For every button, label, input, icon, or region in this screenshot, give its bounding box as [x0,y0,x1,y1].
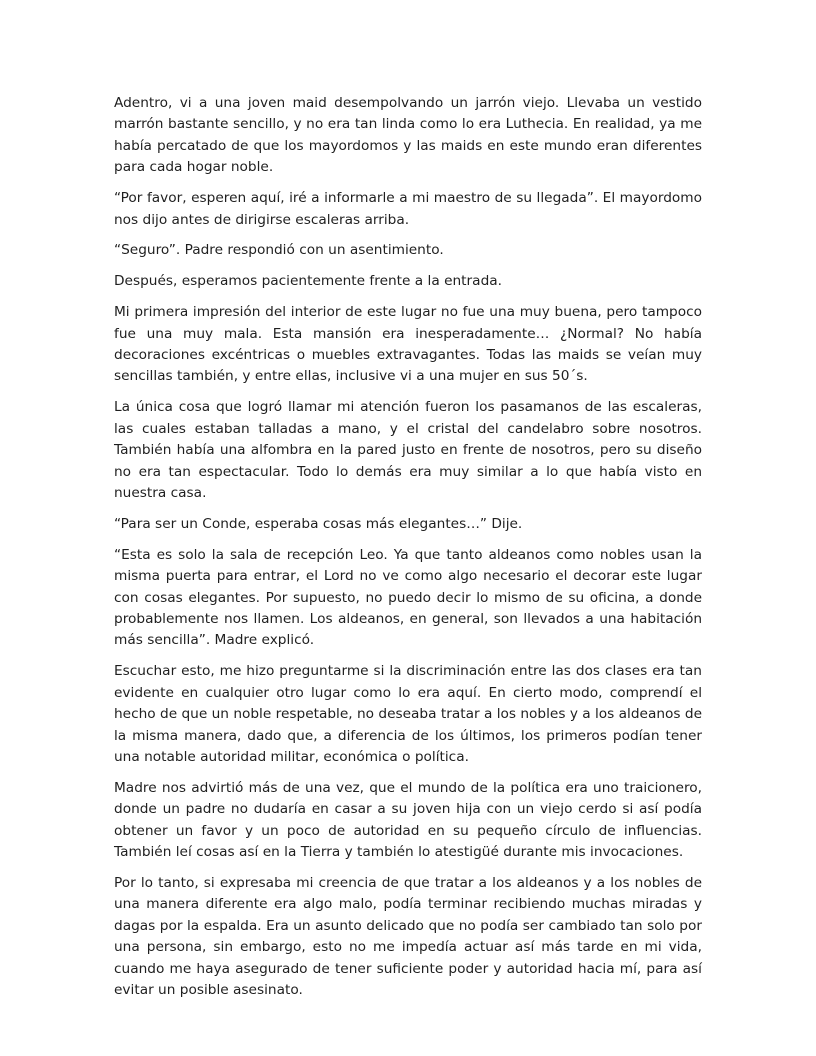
paragraph-8: “Esta es solo la sala de recepción Leo. Ya que tanto aldeanos como nobles usan la misma puerta para entrar, el Lord no ve como algo necesario el decorar este lugar con cosas elegantes. Por supuesto, no puedo decir lo mismo de su oficina, a donde probablemente nos llamen. Los aldeanos, en general, son llevados a una habitación más sencilla”. Madre explicó. [114,546,702,649]
paragraph-6: La única cosa que logró llamar mi atención fueron los pasamanos de las escaleras, las cuales estaban talladas a mano, y el cristal del candelabro sobre nosotros. También había una alfombra en la pared justo en frente de nosotros, pero su diseño no era tan espectacular. Todo lo demás era muy similar a lo que había visto en nuestra casa. [114,399,702,501]
paragraph-3: “Seguro”. Padre respondió con un asentimiento. [114,242,444,259]
document-page [114,93,702,1001]
paragraph-10: Madre nos advirtió más de una vez, que el mundo de la política era uno traicionero, donde un padre no dudaría en casar a su joven hija con un viejo cerdo si así podía obtener un favor y un poco de autoridad en su pequeño círculo de influencias. También leí cosas así en la Tierra y también lo atestigüé durante mis invocaciones. [114,779,702,861]
paragraph-2: “Por favor, esperen aquí, iré a informarle a mi maestro de su llegada”. El mayordomo nos dijo antes de dirigirse escaleras arriba. [114,190,702,228]
paragraph-11: Por lo tanto, si expresaba mi creencia de que tratar a los aldeanos y a los nobles de una manera diferente era algo malo, podía terminar recibiendo muchas miradas y dagas por la espalda. Era un asunto delicado que no podía ser cambiado tan solo por una persona, sin embargo, esto no me impedía actuar así más tarde en mi vida, cuando me haya asegurado de tener suficiente poder y autoridad hacia mí, para así evitar un posible asesinato. [114,875,702,999]
paragraph-4: Después, esperamos pacientemente frente a la entrada. [114,273,502,290]
paragraph-7: “Para ser un Conde, esperaba cosas más elegantes…” Dije. [114,515,523,532]
paragraph-9: Escuchar esto, me hizo preguntarme si la discriminación entre las dos clases era tan evidente en cualquier otro lugar como lo era aquí. En cierto modo, comprendí el hecho de que un noble respetable, no deseaba tratar a los nobles y a los aldeanos de la misma manera, dado que, a diferencia de los últimos, los primeros podían tener una notable autoridad militar, económica o política. [114,663,702,765]
paragraph-5: Mi primera impresión del interior de este lugar no fue una muy buena, pero tampoco fue una muy mala. Esta mansión era inesperadamente… ¿Normal? No había decoraciones excéntricas o muebles extravagantes. Todas las maids se veían muy sencillas también, y entre ellas, inclusive vi a una mujer en sus 50´s. [114,304,702,385]
paragraph-1: Adentro, vi a una joven maid desempolvando un jarrón viejo. Llevaba un vestido marrón bastante sencillo, y no era tan linda como lo era Luthecia. En realidad, ya me había percatado de que los mayordomos y las maids en este mundo eran diferentes para cada hogar noble. [114,95,702,176]
